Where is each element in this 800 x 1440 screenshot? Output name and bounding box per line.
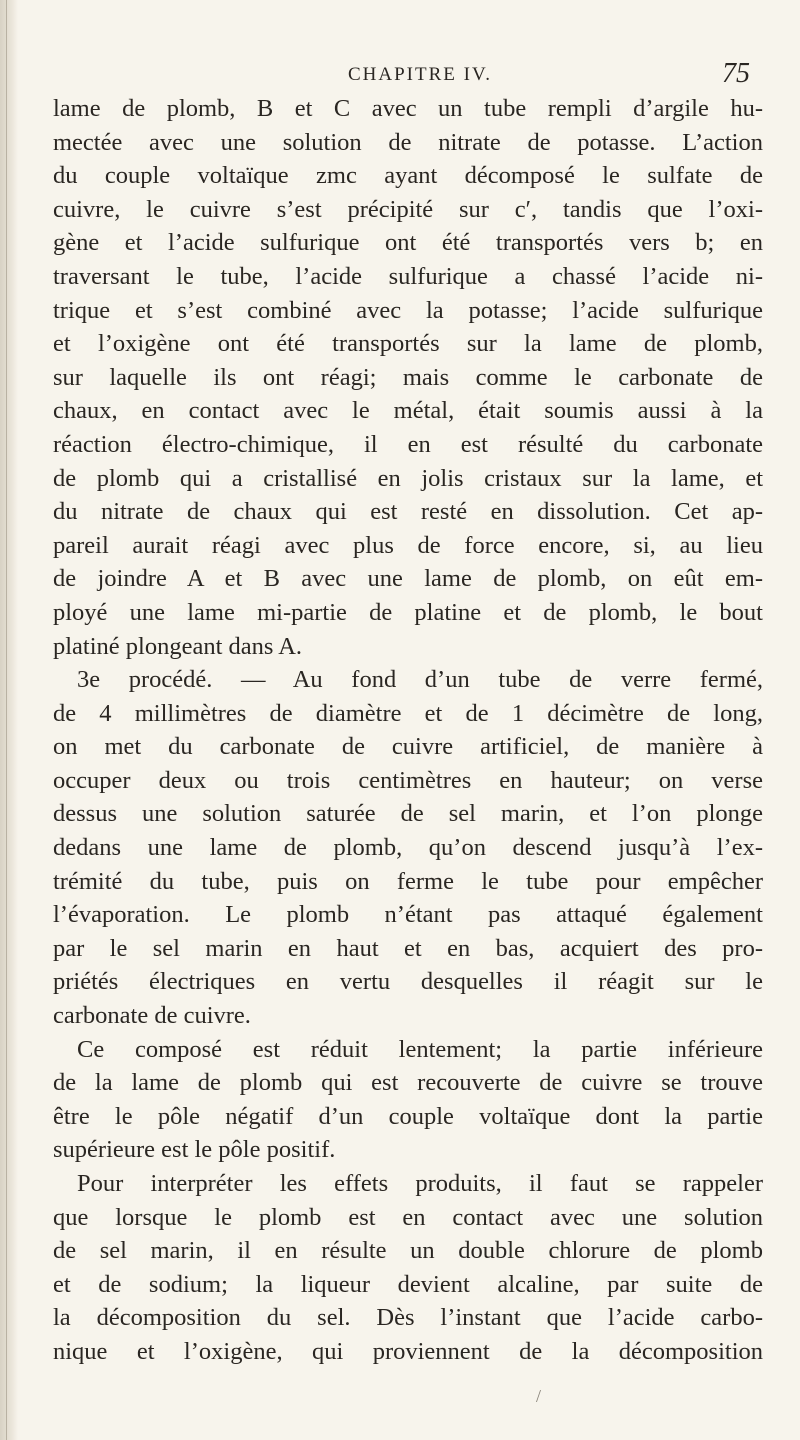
text-line: pareil aurait réagi avec plus de force encore, si, au lieu: [53, 531, 763, 559]
text-line: gène et l’acide sulfurique ont été transportés vers b; en: [53, 229, 763, 257]
stray-mark: /: [536, 1386, 542, 1406]
text-line: du couple voltaïque zmc ayant décomposé le sulfate de: [53, 162, 763, 190]
text-line: de plomb qui a cristallisé en jolis cristaux sur la lame, et: [53, 464, 763, 492]
text-line: occuper deux ou trois centimètres en hauteur; on verse: [53, 766, 763, 794]
binding-line: [6, 0, 7, 1440]
body-text: [53, 92, 763, 1369]
text-line: dessus une solution saturée de sel marin, et l’on plonge: [53, 800, 763, 828]
page-number: 75: [722, 58, 750, 89]
text-line: la décomposition du sel. Dès l’instant que l’acide carbo-: [53, 1304, 763, 1332]
text-line: réaction électro-chimique, il en est résulté du carbonate: [53, 430, 763, 458]
text-line: 3e procédé. — Au fond d’un tube de verre fermé,: [77, 666, 763, 694]
text-line: chaux, en contact avec le métal, était soumis aussi à la: [53, 397, 763, 425]
page-binding-edge: [0, 0, 18, 1440]
text-line: traversant le tube, l’acide sulfurique a chassé l’acide ni-: [53, 262, 763, 290]
text-line: de sel marin, il en résulte un double chlorure de plomb: [53, 1237, 763, 1265]
text-line: dedans une lame de plomb, qu’on descend jusqu’à l’ex-: [53, 834, 763, 862]
text-line: lame de plomb, B et C avec un tube rempli d’argile hu-: [53, 95, 763, 122]
text-line: du nitrate de chaux qui est resté en dissolution. Cet ap-: [53, 498, 763, 526]
text-line: que lorsque le plomb est en contact avec une solution: [53, 1203, 763, 1231]
text-line: et l’oxigène ont été transportés sur la lame de plomb,: [53, 330, 763, 358]
text-line: et de sodium; la liqueur devient alcaline, par suite de: [53, 1270, 763, 1298]
text-line: par le sel marin en haut et en bas, acquiert des pro-: [53, 934, 763, 962]
text-line: trémité du tube, puis on ferme le tube pour empêcher: [53, 867, 763, 895]
text-line: cuivre, le cuivre s’est précipité sur c′, tandis que l’oxi-: [53, 195, 763, 223]
text-line: ployé une lame mi-partie de platine et de plomb, le bout: [53, 598, 763, 626]
text-line: être le pôle négatif d’un couple voltaïque dont la partie: [53, 1102, 763, 1130]
text-line: trique et s’est combiné avec la potasse; l’acide sulfurique: [53, 296, 763, 324]
text-line: de 4 millimètres de diamètre et de 1 décimètre de long,: [53, 699, 763, 727]
text-line: de joindre A et B avec une lame de plomb, on eût em-: [53, 565, 763, 593]
text-line: l’évaporation. Le plomb n’étant pas attaqué également: [53, 901, 763, 929]
running-head: CHAPITRE IV.: [348, 64, 492, 85]
text-line: on met du carbonate de cuivre artificiel, de manière à: [53, 733, 763, 761]
text-line: carbonate de cuivre.: [53, 1002, 251, 1030]
text-line: mectée avec une solution de nitrate de potasse. L’action: [53, 128, 763, 156]
text-line: supérieure est le pôle positif.: [53, 1136, 336, 1164]
text-line: de la lame de plomb qui est recouverte de cuivre se trouve: [53, 1069, 763, 1097]
text-line: Ce composé est réduit lentement; la partie inférieure: [77, 1035, 763, 1063]
text-line: nique et l’oxigène, qui proviennent de la décomposition: [53, 1337, 763, 1365]
text-line: platiné plongeant dans A.: [53, 632, 303, 660]
text-line: priétés électriques en vertu desquelles il réagit sur le: [53, 968, 763, 996]
text-line: sur laquelle ils ont réagi; mais comme le carbonate de: [53, 363, 763, 391]
text-line: Pour interpréter les effets produits, il faut se rappeler: [77, 1170, 763, 1197]
